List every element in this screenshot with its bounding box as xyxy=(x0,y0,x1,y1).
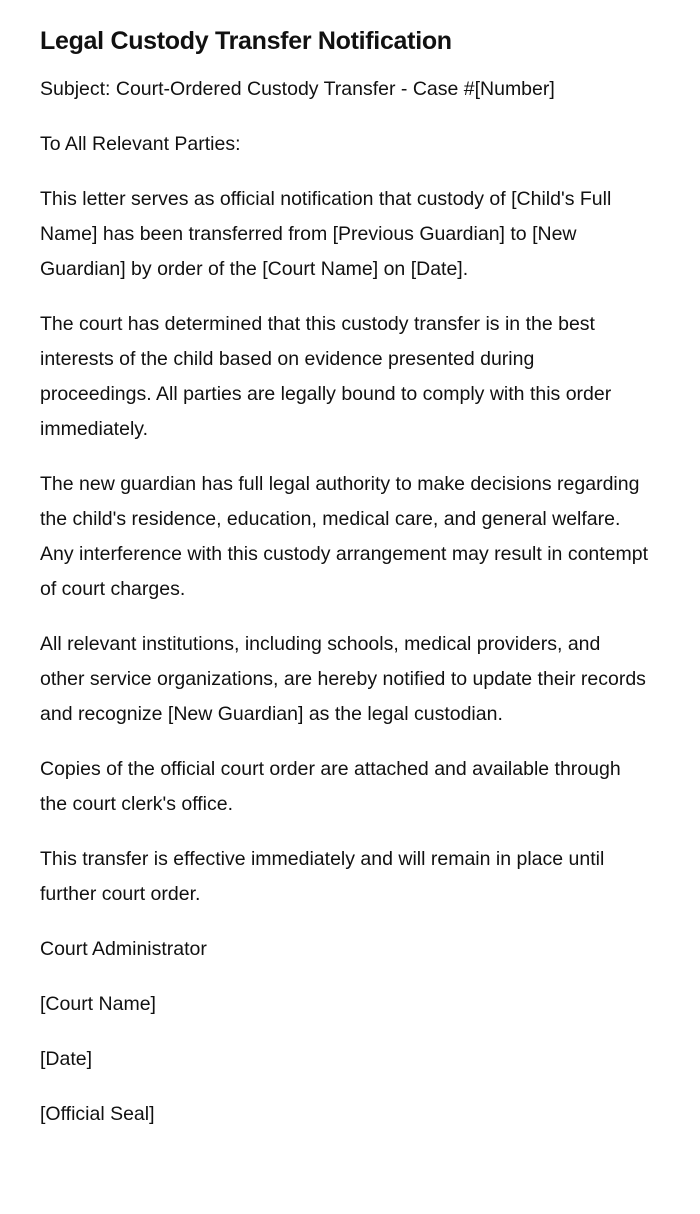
signature-seal: [Official Seal] xyxy=(40,1103,155,1125)
body-paragraph: The court has determined that this custody transfer is in the best interests of the child based on evidence presented during proceedings. All parties are legally bound to comply with this order immediately. xyxy=(40,313,612,440)
signature-title: Court Administrator xyxy=(40,938,207,960)
body-paragraph: All relevant institutions, including schools, medical providers, and other service organizations, are hereby notified to update their records and recognize [New Guardian] as the legal custodian. xyxy=(40,633,646,725)
signature-court: [Court Name] xyxy=(40,993,156,1015)
body-paragraph: This transfer is effective immediately and will remain in place until further court order. xyxy=(40,848,605,905)
salutation: To All Relevant Parties: xyxy=(40,133,241,155)
signature-date: [Date] xyxy=(40,1048,93,1070)
document-title: Legal Custody Transfer Notification xyxy=(40,27,452,55)
body-paragraph: The new guardian has full legal authority to make decisions regarding the child's residence, education, medical care, and general welfare. Any interference with this custody arrangement may result in contempt of court charges. xyxy=(40,473,649,600)
body-paragraph: This letter serves as official notification that custody of [Child's Full Name] has been transferred from [Previous Guardian] to [New Guardian] by order of the [Court Name] on [Date]. xyxy=(40,188,612,280)
subject-line: Subject: Court-Ordered Custody Transfer - Case #[Number] xyxy=(40,78,555,100)
body-paragraph: Copies of the official court order are attached and available through the court clerk's office. xyxy=(40,758,621,815)
